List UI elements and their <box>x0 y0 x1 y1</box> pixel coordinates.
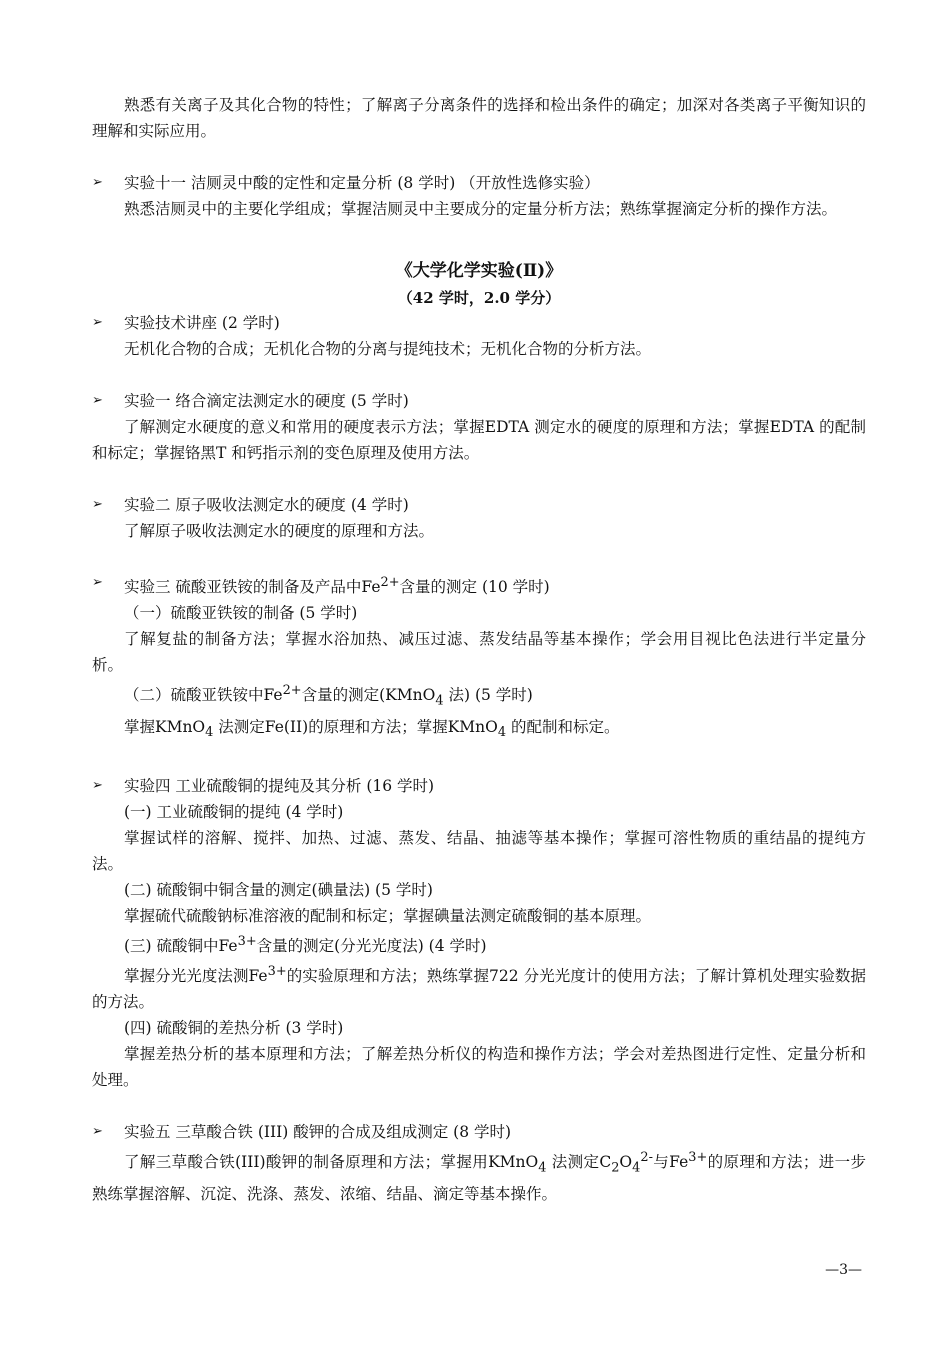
exp3-section2-heading: （二）硫酸亚铁铵中$Fe^{2+}$含量的测定(KMnO$_4$ 法) (5 学时) <box>124 683 533 709</box>
exp4-section4-heading: (四) 硫酸铜的差热分析 (3 学时) <box>124 1018 344 1037</box>
exp4-section2-heading: (二) 硫酸铜中铜含量的测定(碘量法) (5 学时) <box>124 880 433 899</box>
exp1-body: 了解测定水硬度的意义和常用的硬度表示方法；掌握EDTA 测定水的硬度的原理和方法；掌握EDTA 的配制和标定；掌握铬黑T 和钙指示剂的变色原理及使用方法。 <box>92 418 866 462</box>
exp3-heading: ➢ 实验三 硫酸亚铁铵的制备及产品中$Fe^{2+}$含量的测定 (10 学时) <box>92 570 866 600</box>
exp4-section1-heading: (一) 工业硫酸铜的提纯 (4 学时) <box>124 802 344 821</box>
exp4-section2-body: 掌握硫代硫酸钠标准溶液的配制和标定；掌握碘量法测定硫酸铜的基本原理。 <box>124 906 652 925</box>
intro-paragraph: 熟悉有关离子及其化合物的特性；了解离子分离条件的选择和检出条件的确定；加深对各类离子平衡知识的理解和实际应用。 <box>92 96 866 140</box>
exp4-section3-body: 掌握分光光度法测$Fe^{3+}$的实验原理和方法；熟练掌握722 分光光度计的使用方法；了解计算机处理实验数据的方法。 <box>92 963 866 1011</box>
exp4-heading: ➢ 实验四 工业硫酸铜的提纯及其分析 (16 学时) <box>92 773 866 799</box>
bullet-arrow-icon: ➢ <box>92 1123 103 1139</box>
exp3-section1-body: 了解复盐的制备方法；掌握水浴加热、减压过滤、蒸发结晶等基本操作；学会用目视比色法进行半定量分析。 <box>92 630 866 675</box>
exp4-section1-body: 掌握试样的溶解、搅拌、加热、过滤、蒸发、结晶、抽滤等基本操作；掌握可溶性物质的重结晶的提纯方法。 <box>92 828 866 873</box>
exp5-body: 了解三草酸合铁(III)酸钾的制备原理和方法；掌握用KMnO$_4$ 法测定$C_2O_4^{2-}$与$Fe^{3+}$的原理和方法；进一步熟练掌握溶解、沉淀、洗涤、蒸发、浓缩、结晶、滴定等基本操作。 <box>92 1149 866 1204</box>
lecture-heading: ➢ 实验技术讲座 (2 学时) <box>92 310 866 336</box>
bullet-arrow-icon: ➢ <box>92 393 103 408</box>
bullet-arrow-icon: ➢ <box>92 777 103 793</box>
exp3-section2-body: 掌握KMnO$_4$ 法测定Fe(II)的原理和方法；掌握KMnO$_4$ 的配制和标定。 <box>124 718 620 741</box>
bullet-arrow-icon: ➢ <box>92 575 103 590</box>
bullet-arrow-icon: ➢ <box>92 315 103 330</box>
exp3-section1-heading: （一）硫酸亚铁铵的制备 (5 学时) <box>124 604 358 623</box>
bullet-arrow-icon: ➢ <box>92 497 103 512</box>
lecture-body: 无机化合物的合成；无机化合物的分离与提纯技术；无机化合物的分析方法。 <box>124 340 652 358</box>
exp5-heading: ➢ 实验五 三草酸合铁 (III) 酸钾的合成及组成测定 (8 学时) <box>92 1119 866 1145</box>
course-subtitle: （42 学时，2.0 学分） <box>397 289 561 307</box>
exp11-body: 熟悉洁厕灵中的主要化学组成；掌握洁厕灵中主要成分的定量分析方法；熟练掌握滴定分析的操作方法。 <box>124 200 838 218</box>
exp2-body: 了解原子吸收法测定水的硬度的原理和方法。 <box>124 522 435 540</box>
page-content <box>92 92 866 1207</box>
bullet-arrow-icon: ➢ <box>92 175 103 190</box>
exp11-heading: ➢ 实验十一 洁厕灵中酸的定性和定量分析 (8 学时) （开放性选修实验） <box>92 170 866 196</box>
exp1-heading: ➢ 实验一 络合滴定法测定水的硬度 (5 学时) <box>92 388 866 414</box>
course-title: 《大学化学实验(Ⅱ)》 <box>395 261 563 281</box>
exp4-section3-heading: (三) 硫酸铜中$Fe^{3+}$含量的测定(分光光度法) (4 学时) <box>124 933 487 955</box>
exp4-section4-body: 掌握差热分析的基本原理和方法；了解差热分析仪的构造和操作方法；学会对差热图进行定性、定量分析和处理。 <box>92 1044 866 1089</box>
page-number: —3— <box>825 1262 862 1278</box>
exp2-heading: ➢ 实验二 原子吸收法测定水的硬度 (4 学时) <box>92 492 866 518</box>
